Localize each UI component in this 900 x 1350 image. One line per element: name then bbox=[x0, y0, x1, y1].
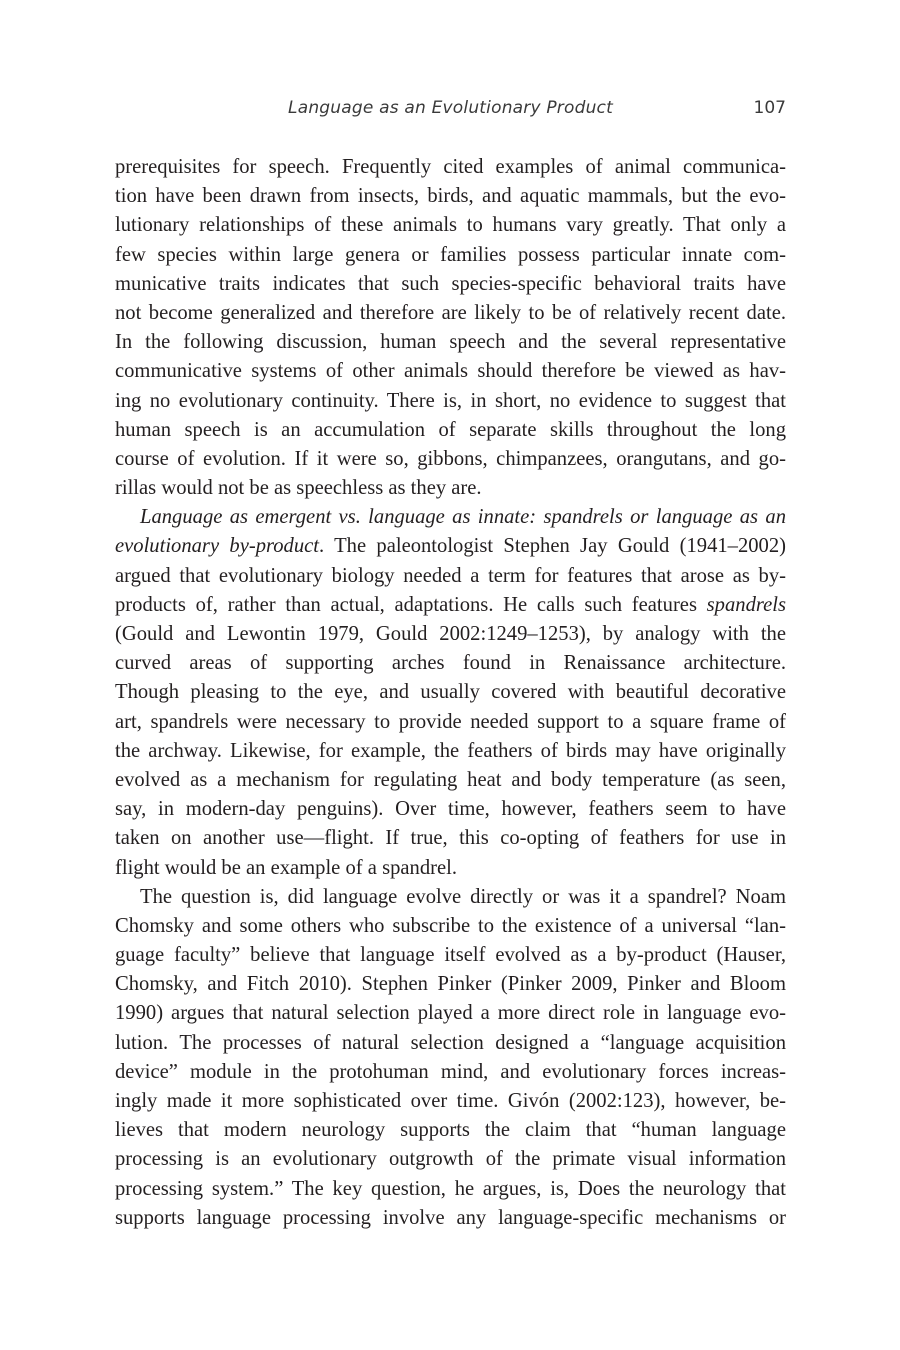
text-line: not become generalized and therefore are likely to be of relatively recent date. bbox=[115, 301, 786, 324]
text-line: evolved as a mechanism for regulating heat and body temperature (as seen, bbox=[115, 768, 786, 791]
text-line: lutionary relationships of these animals to humans vary greatly. That only a bbox=[115, 214, 786, 237]
text-line: flight would be an example of a spandrel. bbox=[115, 856, 457, 879]
text-line: lieves that modern neurology supports the claim that “human language bbox=[115, 1119, 786, 1142]
text-line: supports language processing involve any language-specific mechanisms or bbox=[115, 1206, 786, 1229]
text-line: 1990) argues that natural selection played a more direct role in language evo- bbox=[115, 1002, 786, 1025]
text-line bbox=[115, 591, 786, 620]
text-line: device” module in the protohuman mind, and evolutionary forces increas- bbox=[115, 1060, 786, 1083]
text-line: The question is, did language evolve directly or was it a spandrel? Noam bbox=[140, 885, 786, 908]
text-line: the archway. Likewise, for example, the feathers of birds may have originally bbox=[115, 739, 786, 762]
text-line: Chomsky, and Fitch 2010). Stephen Pinker (Pinker 2009, Pinker and Bloom bbox=[115, 973, 786, 996]
text-line: argued that evolutionary biology needed a term for features that arose as by- bbox=[115, 564, 786, 587]
text-line: rillas would not be as speechless as they are. bbox=[115, 477, 482, 500]
text-fragment: products of, rather than actual, adaptations. He calls such features bbox=[115, 593, 707, 616]
text-line: ing no evolutionary continuity. There is, in short, no evidence to suggest that bbox=[115, 389, 786, 412]
text-line: curved areas of supporting arches found in Renaissance architecture. bbox=[115, 652, 786, 675]
text-line: few species within large genera or families possess particular innate com- bbox=[115, 243, 786, 266]
text-line: communicative systems of other animals should therefore be viewed as hav- bbox=[115, 360, 786, 383]
running-head bbox=[115, 98, 786, 124]
text-line: In the following discussion, human speech and the several representative bbox=[115, 331, 786, 354]
body-text bbox=[115, 153, 786, 1233]
text-line: course of evolution. If it were so, gibbons, chimpanzees, orangutans, and go- bbox=[115, 447, 786, 470]
text-line: tion have been drawn from insects, birds, and aquatic mammals, but the evo- bbox=[115, 185, 786, 208]
text-line bbox=[115, 532, 786, 561]
text-line: processing is an evolutionary outgrowth of the primate visual information bbox=[115, 1148, 786, 1171]
text-line: prerequisites for speech. Frequently cited examples of animal communica- bbox=[115, 156, 786, 178]
text-line: art, spandrels were necessary to provide needed support to a square frame of bbox=[115, 710, 786, 733]
text-line: say, in modern-day penguins). Over time, however, feathers seem to have bbox=[115, 798, 786, 821]
paragraph-3 bbox=[115, 883, 786, 1233]
paragraph-1 bbox=[115, 153, 786, 503]
running-title: Language as an Evolutionary Product bbox=[288, 98, 613, 118]
text-line: processing system.” The key question, he argues, is, Does the neurology that bbox=[115, 1177, 786, 1200]
text-line: Though pleasing to the eye, and usually covered with beautiful decorative bbox=[115, 681, 786, 704]
text-line: guage faculty” believe that language itself evolved as a by-product (Hauser, bbox=[115, 944, 786, 967]
text-line: Chomsky and some others who subscribe to the existence of a universal “lan- bbox=[115, 914, 786, 937]
section-heading-continuation: evolutionary by-product bbox=[115, 535, 319, 558]
section-heading-line: Language as emergent vs. language as innate: spandrels or language as an bbox=[140, 506, 786, 529]
text-line: ingly made it more sophisticated over time. Givón (2002:123), however, be- bbox=[115, 1090, 786, 1112]
text-fragment: . The paleontologist Stephen Jay Gould (1941–2002) bbox=[319, 535, 787, 558]
page-number: 107 bbox=[753, 98, 786, 118]
text-line: taken on another use—flight. If true, this co-opting of feathers for use in bbox=[115, 827, 786, 850]
text-line: municative traits indicates that such species-specific behavioral traits have bbox=[115, 272, 786, 295]
paragraph-2 bbox=[115, 503, 786, 882]
text-line: (Gould and Lewontin 1979, Gould 2002:1249–1253), by analogy with the bbox=[115, 623, 786, 645]
text-line: human speech is an accumulation of separate skills throughout the long bbox=[115, 418, 786, 441]
emphasized-term: spandrels bbox=[706, 593, 786, 616]
text-line: lution. The processes of natural selection designed a “language acquisition bbox=[115, 1031, 786, 1054]
